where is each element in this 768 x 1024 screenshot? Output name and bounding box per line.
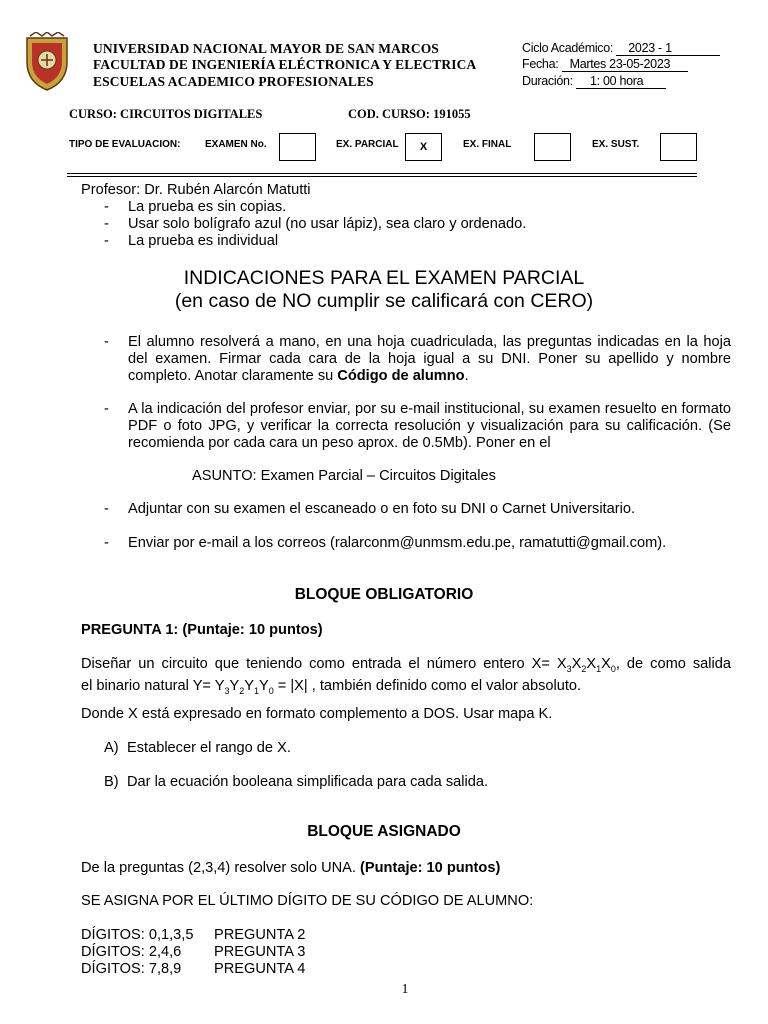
asunto: ASUNTO: Examen Parcial – Circuitos Digitales xyxy=(192,468,496,484)
fecha-value: Martes 23-05-2023 xyxy=(562,57,688,72)
rule-list xyxy=(104,199,526,250)
fecha-row xyxy=(522,57,688,72)
list-item: - La prueba es sin copias. xyxy=(104,199,287,215)
table-row: DÍGITOS: 0,1,3,5 PREGUNTA 2 xyxy=(81,927,306,943)
indication-4: Enviar por e-mail a los correos (ralarconm@unmsm.edu.pe, ramatutti@gmail.com). xyxy=(128,535,667,551)
question-1-item-b: B) Dar la ecuación booleana simplificada para cada salida. xyxy=(104,774,489,790)
indication-3: Adjuntar con su examen el escaneado o en foto su DNI o Carnet Universitario. xyxy=(128,501,636,517)
table-row: DÍGITOS: 7,8,9 PREGUNTA 4 xyxy=(81,961,306,977)
asignado-intro: De la preguntas (2,3,4) resolver solo UNA. (Puntaje: 10 puntos) xyxy=(81,860,501,876)
course-name: CURSO: CIRCUITOS DIGITALES xyxy=(69,107,263,121)
digit-table xyxy=(81,927,305,978)
list-item: - La prueba es individual xyxy=(104,233,279,249)
indication-2: A la indicación del profesor enviar, por su e-mail institucional, su examen resuelto en formato PDF o foto JPG, y verificar la correcta resolución y visualización para su calificación. (Se recomienda por cada cara un peso aprox. de 0.5Mb). Poner en el xyxy=(128,401,731,451)
sust-label: EX. SUST. xyxy=(592,139,640,150)
asignado-rule: SE ASIGNA POR EL ÚLTIMO DÍGITO DE SU CÓDIGO DE ALUMNO: xyxy=(81,893,534,909)
question-1-item-a: A) Establecer el rango de X. xyxy=(104,740,291,756)
schools-name: ESCUELAS ACADEMICO PROFESIONALES xyxy=(93,74,374,89)
final-label: EX. FINAL xyxy=(463,139,512,150)
question-1-title: PREGUNTA 1: (Puntaje: 10 puntos) xyxy=(81,622,323,638)
university-name: UNIVERSIDAD NACIONAL MAYOR DE SAN MARCOS xyxy=(93,41,439,56)
header-divider-2 xyxy=(67,176,697,177)
examen-label: EXAMEN No. xyxy=(205,139,267,150)
duracion-row xyxy=(522,74,666,89)
ciclo-row xyxy=(522,41,720,56)
faculty-name: FACULTAD DE INGENIERÍA ELÉCTRONICA Y ELECTRICA xyxy=(93,57,477,72)
sust-box xyxy=(660,133,697,161)
question-1-text: Diseñar un circuito que teniendo como entrada el número entero $X= X_3X_2X_1X_0$, de como salida el binario natural $Y= Y_3Y_2Y_1Y_0 = |X|$ , también definido como el valor absoluto. xyxy=(81,656,731,696)
parcial-label: EX. PARCIAL xyxy=(336,139,399,150)
page-subtitle: (en caso de NO cumplir se calificará con CERO) xyxy=(174,290,594,312)
university-crest-icon xyxy=(22,32,72,92)
page-title: INDICACIONES PARA EL EXAMEN PARCIAL xyxy=(183,267,585,289)
bullet: - xyxy=(104,401,109,417)
bullet: - xyxy=(104,334,109,350)
fecha-label: Fecha: xyxy=(522,57,559,71)
header-divider xyxy=(67,173,697,174)
professor: Profesor: Dr. Rubén Alarcón Matutti xyxy=(81,182,311,198)
parcial-box: X xyxy=(405,133,442,161)
list-item: - Usar solo bolígrafo azul (no usar lápiz), sea claro y ordenado. xyxy=(104,216,527,232)
question-1-note: Donde X está expresado en formato complemento a DOS. Usar mapa K. xyxy=(81,706,553,722)
course-code: COD. CURSO: 191055 xyxy=(348,107,471,121)
page-number: 1 xyxy=(401,982,409,997)
bloque-obligatorio-title: BLOQUE OBLIGATORIO xyxy=(294,586,474,603)
table-row: DÍGITOS: 2,4,6 PREGUNTA 3 xyxy=(81,944,306,960)
bloque-asignado-title: BLOQUE ASIGNADO xyxy=(307,823,461,840)
ciclo-value: 2023 - 1 xyxy=(616,41,720,56)
bullet: - xyxy=(104,501,109,517)
bullet: - xyxy=(104,535,109,551)
examen-box xyxy=(279,133,316,161)
final-box xyxy=(534,133,571,161)
duracion-label: Duración: xyxy=(522,74,573,88)
ciclo-label: Ciclo Académico: xyxy=(522,41,614,55)
tipo-label: TIPO DE EVALUACION: xyxy=(69,139,181,150)
indication-1: El alumno resolverá a mano, en una hoja cuadriculada, las preguntas indicadas en la hoja del examen. Firmar cada cara de la hoja igual a su DNI. Poner su apellido y nombre completo. Anotar claramente su Código de alumno. xyxy=(128,334,731,384)
duracion-value: 1: 00 hora xyxy=(576,74,666,89)
